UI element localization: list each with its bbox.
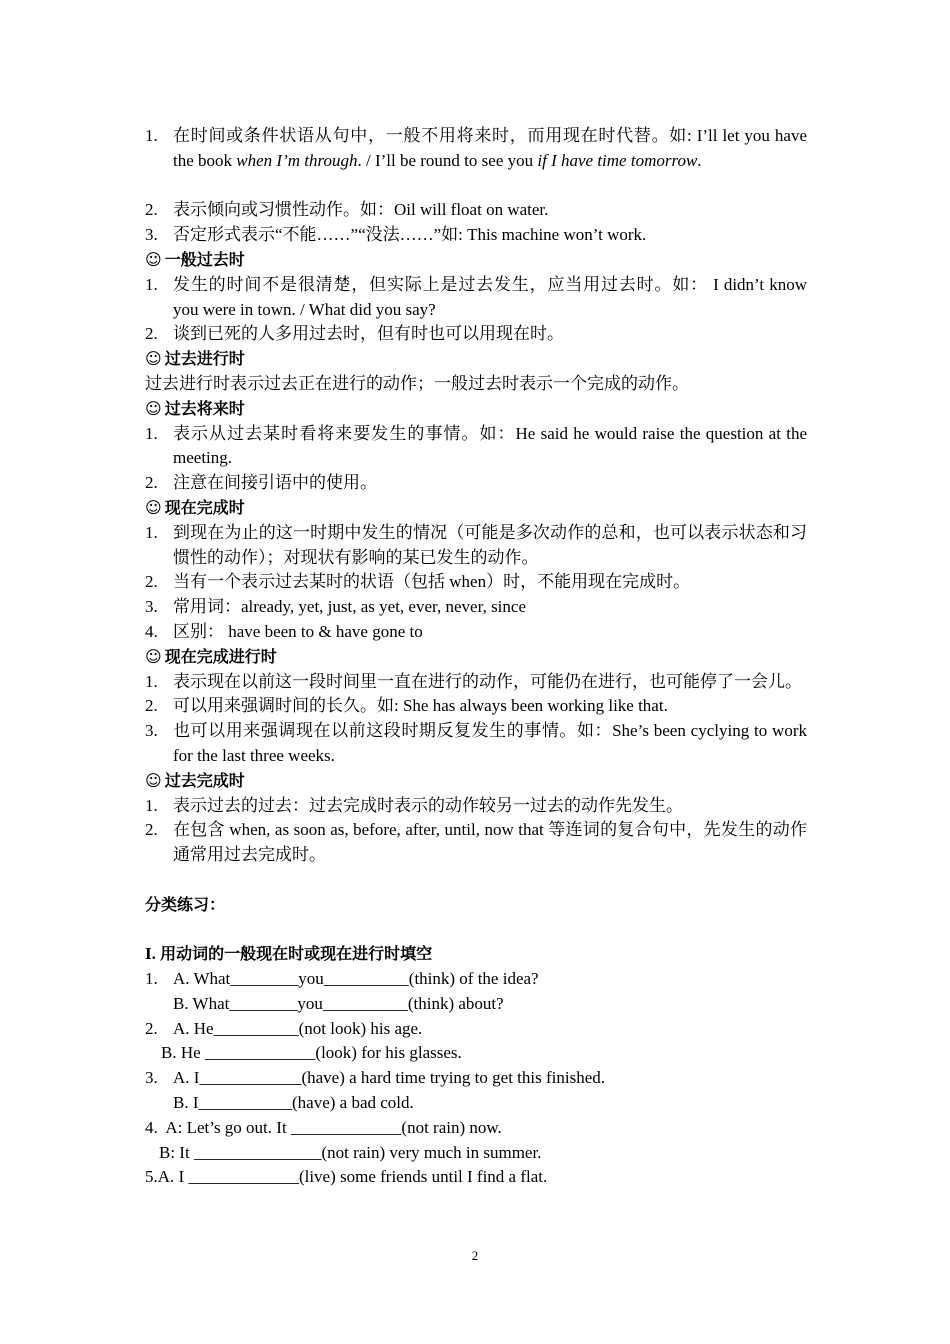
item-number: 1.: [145, 671, 158, 691]
section-heading: ☺ 过去完成时: [145, 769, 807, 794]
exercise-text: A. I____________(have) a hard time trying to get this finished.: [173, 1068, 605, 1088]
section-heading: ☺ 过去将来时: [145, 397, 807, 422]
item-text: 表示过去的过去：过去完成时表示的动作较另一过去的动作先发生。: [173, 795, 683, 815]
item-text: 可以用来强调时间的长久。如: She has always been working like that.: [173, 696, 668, 716]
exercise-line: 4. A: Let’s go out. It _____________(not rain) now.: [145, 1117, 502, 1137]
exercise-line: 5.A. I _____________(live) some friends until I find a flat.: [145, 1167, 548, 1187]
exercise-line: [145, 992, 807, 1017]
smiley-icon: ☺: [145, 398, 162, 418]
exercise-line: [145, 967, 807, 992]
item-number: 2.: [145, 473, 158, 493]
section-heading: ☺ 一般过去时: [145, 248, 807, 273]
item-number: 1.: [145, 126, 158, 145]
item-number: 2.: [145, 572, 158, 592]
exercise-text: A. He__________(not look) his age.: [173, 1018, 423, 1038]
item-number: 3.: [145, 721, 158, 741]
list-item: [145, 471, 807, 496]
exercise-text: A. What________you__________(think) of the idea?: [173, 969, 539, 989]
smiley-icon: ☺: [145, 249, 162, 269]
list-item: [145, 694, 807, 719]
list-item: [145, 570, 807, 595]
item-number: 2.: [145, 324, 158, 344]
item-text: 在时间或条件状语从句中，一般不用将来时，而用现在时代替。如: I’ll let you have the book when I’m through. / I’ll be round to see you if I have time tomorrow.: [173, 126, 807, 170]
smiley-icon: ☺: [145, 349, 162, 369]
list-item: [145, 198, 807, 223]
list-item: [145, 794, 807, 819]
item-number: 2.: [145, 1018, 158, 1038]
item-text: 发生的时间不是很清楚，但实际上是过去发生，应当用过去时。如： I didn’t know you were in town. / What did you say?: [173, 274, 807, 319]
page-number: 2: [471, 1248, 479, 1263]
item-text: 表示现在以前这一段时间里一直在进行的动作，可能仍在进行，也可能停了一会儿。: [173, 671, 802, 691]
item-number: 1.: [145, 423, 158, 443]
document-page: [145, 124, 807, 1190]
exercise-text: B. What________you__________(think) about?: [173, 993, 504, 1013]
exercise-line: [145, 1017, 807, 1042]
item-number: 1.: [145, 274, 158, 294]
smiley-icon: ☺: [145, 646, 162, 666]
spacer: [145, 868, 807, 893]
exercise-line: B: It _______________(not rain) very much in summer.: [159, 1142, 542, 1162]
item-number: 3.: [145, 1068, 158, 1088]
exercise-line: [145, 1091, 807, 1116]
item-number: 1.: [145, 522, 158, 542]
item-number: 2.: [145, 820, 158, 840]
list-item: [145, 223, 807, 248]
item-text: 表示从过去某时看将来要发生的事情。如：He said he would raise the question at the meeting.: [173, 423, 807, 468]
section-heading: ☺ 过去进行时: [145, 347, 807, 372]
list-item: [145, 595, 807, 620]
list-item: [145, 818, 807, 868]
exercise-text: B. I___________(have) a bad cold.: [173, 1093, 414, 1113]
item-number: 3.: [145, 225, 158, 245]
practice-title: 分类练习：: [145, 894, 226, 914]
item-text: 区别： have been to & have gone to: [173, 621, 423, 641]
item-text: 否定形式表示“不能……”“没法……”如: This machine won’t work.: [173, 225, 647, 245]
item-text: 当有一个表示过去某时的状语（包括 when）时，不能用现在完成时。: [173, 572, 691, 592]
exercise-line: [145, 1066, 807, 1091]
item-text: 谈到已死的人多用过去时，但有时也可以用现在时。: [173, 324, 564, 344]
list-item: [145, 521, 807, 571]
item-number: 3.: [145, 597, 158, 617]
list-item: [145, 322, 807, 347]
list-item: [145, 620, 807, 645]
list-item: [145, 273, 807, 323]
section-heading: ☺ 现在完成时: [145, 496, 807, 521]
section-heading: ☺ 现在完成进行时: [145, 645, 807, 670]
item-text: 也可以用来强调现在以前这段时期反复发生的事情。如：She’s been cyclying to work for the last three weeks.: [173, 721, 807, 765]
item-text: 常用词：already, yet, just, as yet, ever, never, since: [173, 597, 526, 617]
smiley-icon: ☺: [145, 497, 162, 517]
item-text: 在包含 when, as soon as, before, after, until, now that 等连词的复合句中，先发生的动作通常用过去完成时。: [173, 820, 807, 865]
item-number: [145, 1091, 173, 1116]
exercise-line: B. He _____________(look) for his glasses.: [161, 1043, 462, 1063]
spacer: [145, 918, 807, 943]
list-item: [145, 124, 807, 198]
item-number: 2.: [145, 200, 158, 220]
list-item: [145, 422, 807, 472]
item-text: 到现在为止的这一时期中发生的情况（可能是多次动作的总和，也可以表示状态和习惯性的动作）；对现状有影响的某已发生的动作。: [173, 522, 807, 567]
item-number: 1.: [145, 969, 158, 989]
paragraph: 过去进行时表示过去正在进行的动作；一般过去时表示一个完成的动作。: [145, 373, 689, 393]
item-number: 1.: [145, 795, 158, 815]
item-number: 4.: [145, 621, 158, 641]
smiley-icon: ☺: [145, 770, 162, 790]
item-number: [145, 992, 173, 1017]
item-number: 2.: [145, 696, 158, 716]
list-item: [145, 719, 807, 769]
exercise-heading: I. 用动词的一般现在时或现在进行时填空: [145, 944, 433, 964]
item-text: 注意在间接引语中的使用。: [173, 473, 377, 493]
item-text: 表示倾向或习惯性动作。如：Oil will float on water.: [173, 200, 549, 220]
list-item: [145, 670, 807, 695]
